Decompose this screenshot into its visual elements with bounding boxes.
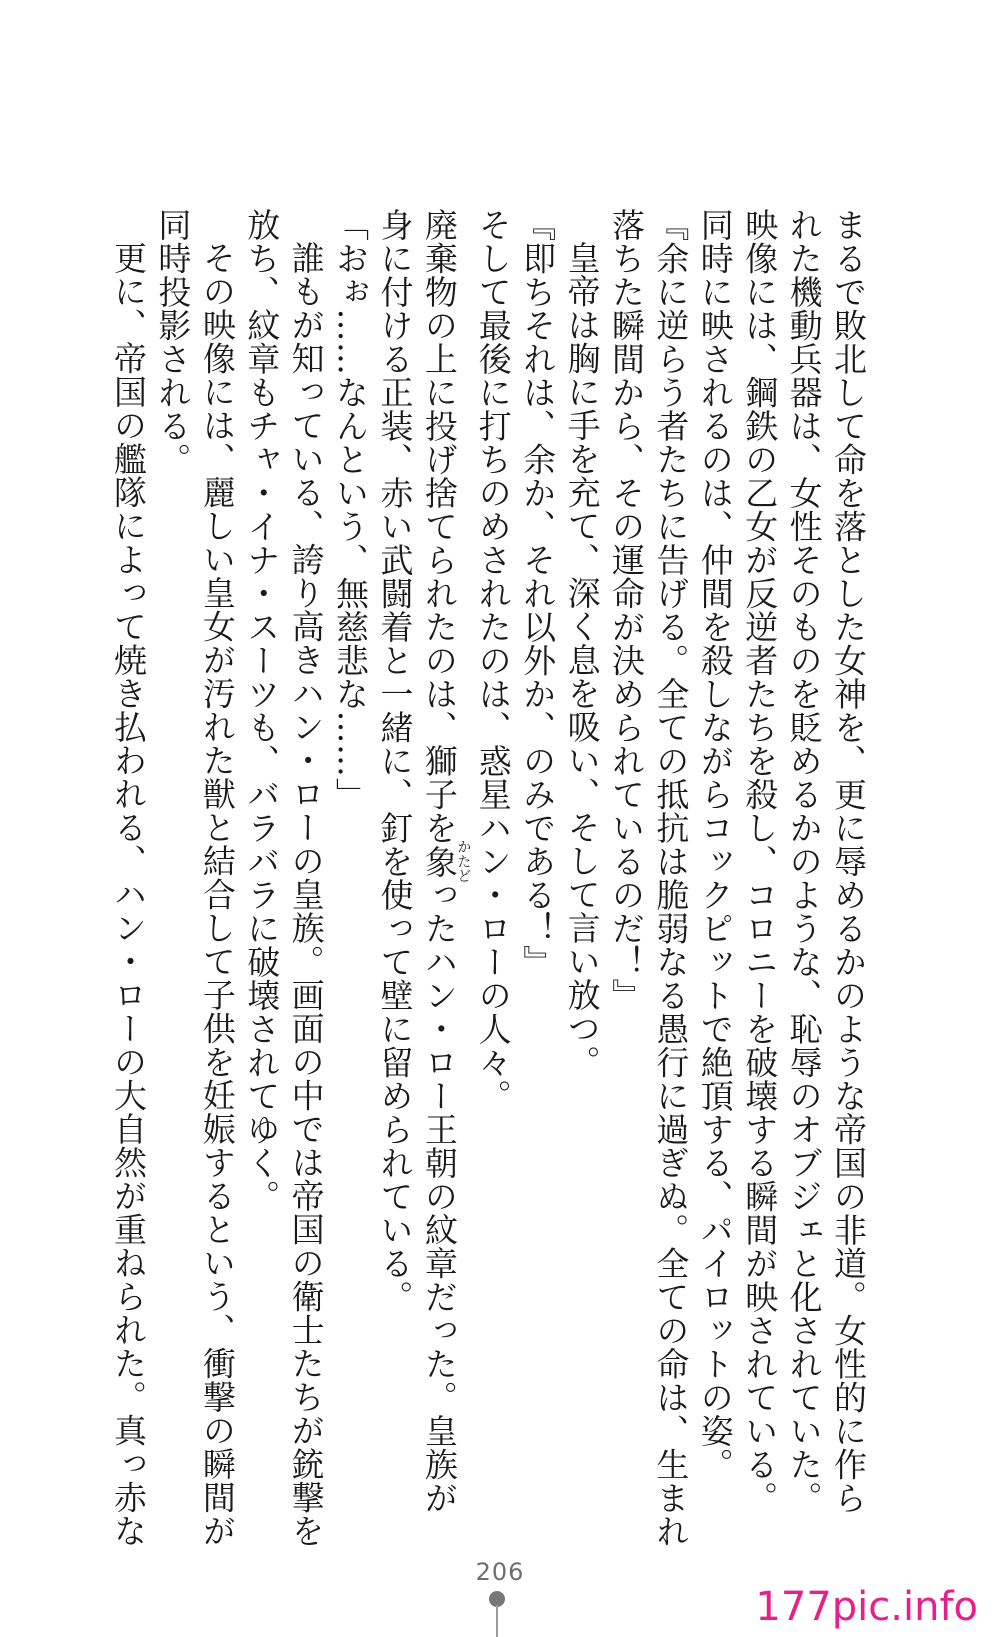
- text-line-3: 映像には、鋼鉄の乙女が反逆者たちを殺し、コロニーを破壊する瞬間が映されている。: [740, 208, 780, 1515]
- text-line-16: 同時投影される。: [153, 208, 193, 476]
- text-line-2: れた機動兵器は、女性そのものを貶めるかのような、恥辱のオブジェと化されていた。: [784, 208, 824, 1515]
- text-line-12: 「おぉ……なんという、無慈悲な……」: [331, 208, 371, 811]
- bookmark-line: [496, 1605, 498, 1637]
- text-line-17: 更に、帝国の艦隊によって焼き払われる、ハン・ローの大自然が重ねられた。真っ赤な: [109, 241, 148, 1548]
- text-line-4: 同時に映されるのは、仲間を殺しながらコックピットで絶頂する、パイロットの姿。: [695, 208, 735, 1481]
- text-line-5: 『余に逆らう者たちに告げる。全ての抵抗は脆弱なる愚行に過ぎぬ。全ての命は、生まれ: [651, 208, 691, 1548]
- text-line-11: 身に付ける正装、赤い武闘着と一緒に、釘を使って壁に留められている。: [375, 208, 415, 1314]
- text-line-10: 廃棄物の上に投げ捨てられたのは、獅子を象かたどったハン・ロー王朝の紋章だった。皇族が: [419, 208, 472, 1515]
- ruby-text: かたど: [455, 839, 472, 883]
- text-line-7: 皇帝は胸に手を充て、深く息を吸い、そして言い放つ。: [562, 241, 602, 1079]
- text-line-15: その映像には、麗しい皇女が汚れた獣と結合して子供を妊娠するという、衝撃の瞬間が: [197, 241, 237, 1548]
- ruby-annotation: 象かたど: [419, 839, 472, 883]
- vertical-body-text: [109, 208, 870, 1548]
- text-line-13: 誰もが知っている、誇り高きハン・ローの皇族。画面の中では帝国の衛士たちが銃撃を: [286, 241, 326, 1548]
- site-watermark: 177pic.info: [755, 1584, 978, 1630]
- text-line-1: まるで敗北して命を落とした女神を、更に辱めるかのような帝国の非道。女性的に作ら: [829, 208, 868, 1515]
- text-line-9: そして最後に打ちのめされたのは、惑星ハン・ローの人々。: [473, 208, 513, 1113]
- page-number: 206: [475, 1558, 525, 1586]
- text-line-6: 落ちた瞬間から、その運命が決められているのだ！』: [606, 208, 646, 1012]
- text-line-14: 放ち、紋章もチャ・イナ・スーツも、バラバラに破壊されてゆく。: [242, 208, 282, 1213]
- text-line-8: 『即ちそれは、余か、それ以外か、のみである！』: [518, 208, 558, 979]
